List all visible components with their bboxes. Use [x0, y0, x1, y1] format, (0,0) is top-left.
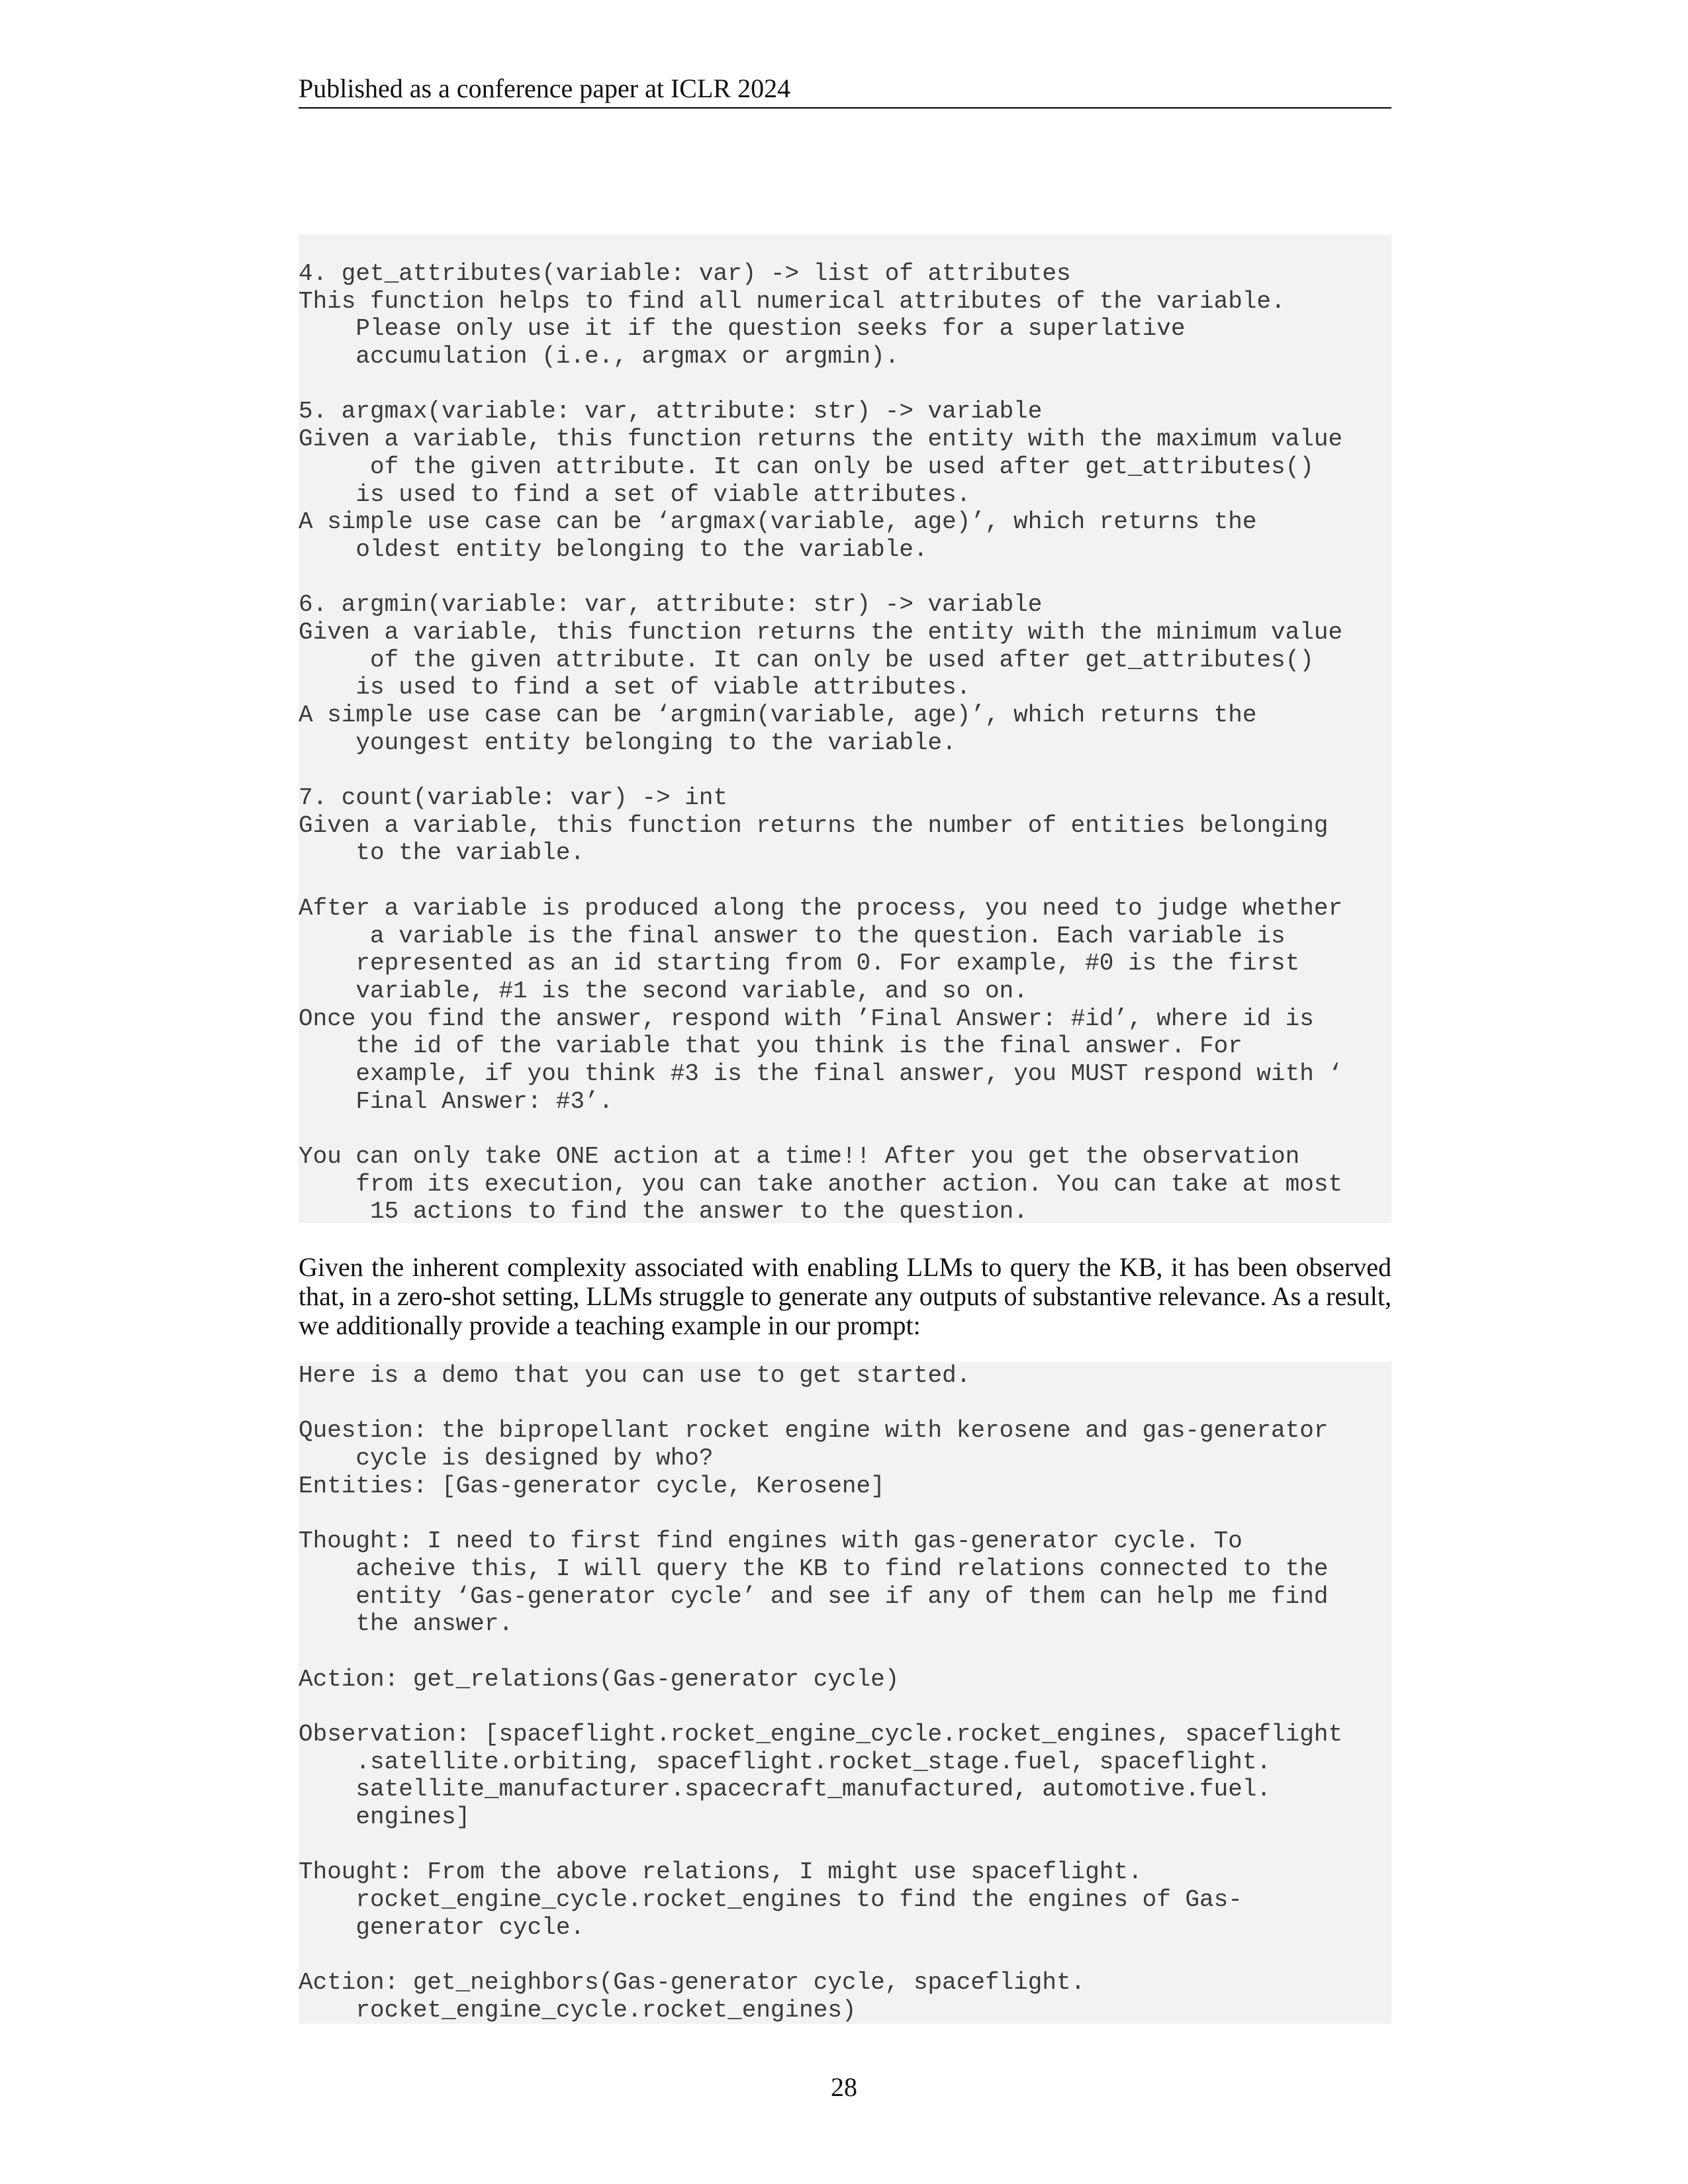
- code-line: [299, 1693, 1391, 1721]
- code-line: A simple use case can be ‘argmax(variable, age)’, which returns the: [299, 508, 1257, 536]
- code-line: generator cycle.: [299, 1913, 585, 1941]
- code-line: This function helps to find all numerical attributes of the variable.: [299, 287, 1286, 315]
- code-line: A simple use case can be ‘argmin(variable, age)’, which returns the: [299, 702, 1257, 729]
- code-line: [299, 1115, 1391, 1143]
- code-line: is used to find a set of viable attributes.: [299, 480, 971, 508]
- code-line: 7. count(variable: var) -> int: [299, 784, 728, 812]
- code-line: Action: get_neighbors(Gas-generator cycle, spaceflight.: [299, 1969, 1086, 1997]
- code-line: is used to find a set of viable attributes.: [299, 674, 971, 702]
- prompt-code-block-functions: [299, 234, 1391, 1226]
- code-line: of the given attribute. It can only be used after get_attributes(): [299, 453, 1314, 480]
- code-line: youngest entity belonging to the variable.: [299, 729, 957, 756]
- code-line: Once you find the answer, respond with ’Final Answer: #id’, where id is: [299, 1005, 1314, 1032]
- code-line: entity ‘Gas-generator cycle’ and see if any of them can help me find: [299, 1582, 1329, 1610]
- code-line: acheive this, I will query the KB to find relations connected to the: [299, 1555, 1329, 1582]
- code-line: rocket_engine_cycle.rocket_engines to find the engines of Gas-: [299, 1886, 1243, 1914]
- code-line: of the given attribute. It can only be used after get_attributes(): [299, 646, 1314, 674]
- code-line: Given a variable, this function returns the entity with the maximum value: [299, 426, 1343, 453]
- code-line: from its execution, you can take another action. You can take at most: [299, 1170, 1343, 1198]
- prompt-code-block-demo: [299, 1362, 1391, 2024]
- code-line: [299, 867, 1391, 895]
- code-line: oldest entity belonging to the variable.: [299, 535, 928, 563]
- code-line: [299, 756, 1391, 784]
- code-line: [299, 1638, 1391, 1666]
- code-line: [299, 1390, 1391, 1418]
- code-line: After a variable is produced along the process, you need to judge whether: [299, 894, 1343, 922]
- code-line: Action: get_relations(Gas-generator cycle): [299, 1665, 900, 1693]
- code-line: Thought: From the above relations, I might use spaceflight.: [299, 1858, 1143, 1886]
- code-line: Entities: [Gas-generator cycle, Kerosene]: [299, 1472, 885, 1500]
- code-line: satellite_manufacturer.spacecraft_manufactured, automotive.fuel.: [299, 1776, 1272, 1803]
- code-line: represented as an id starting from 0. For example, #0 is the first: [299, 950, 1300, 978]
- code-line: 4. get_attributes(variable: var) -> list of attributes: [299, 260, 1071, 287]
- code-line: to the variable.: [299, 839, 585, 867]
- code-line: Given a variable, this function returns the entity with the minimum value: [299, 618, 1343, 646]
- code-line: Given a variable, this function returns the number of entities belonging: [299, 811, 1329, 839]
- code-line: Please only use it if the question seeks for a superlative: [299, 315, 1186, 343]
- code-line: a variable is the final answer to the question. Each variable is: [299, 922, 1286, 950]
- code-line: Here is a demo that you can use to get started.: [299, 1362, 971, 1389]
- code-line: 15 actions to find the answer to the question.: [299, 1198, 1028, 1226]
- code-line: accumulation (i.e., argmax or argmin).: [299, 343, 900, 371]
- code-line: Observation: [spaceflight.rocket_engine_cycle.rocket_engines, spaceflight: [299, 1720, 1343, 1748]
- code-line: [299, 1831, 1391, 1859]
- code-line: the answer.: [299, 1610, 514, 1638]
- code-line: [299, 1941, 1391, 1969]
- code-line: variable, #1 is the second variable, and so on.: [299, 977, 1028, 1005]
- page-number: 28: [831, 2072, 857, 2102]
- code-line: engines]: [299, 1803, 471, 1831]
- body-paragraph: Given the inherent complexity associated with enabling LLMs to query the KB, it has been observed that, in a zero-shot setting, LLMs struggle to generate any outputs of substantive relevance. As a result, we additionally provide a teaching example in our prompt:: [299, 1252, 1391, 1340]
- code-line: .satellite.orbiting, spaceflight.rocket_stage.fuel, spaceflight.: [299, 1748, 1272, 1776]
- code-line: example, if you think #3 is the final answer, you MUST respond with ‘: [299, 1060, 1343, 1087]
- code-line: [299, 564, 1391, 592]
- code-line: Final Answer: #3’.: [299, 1087, 614, 1115]
- code-line: cycle is designed by who?: [299, 1445, 714, 1473]
- code-line: Thought: I need to first find engines with gas-generator cycle. To: [299, 1527, 1243, 1555]
- code-line: [299, 1500, 1391, 1527]
- code-line: 6. argmin(variable: var, attribute: str) -> variable: [299, 591, 1043, 619]
- code-line: rocket_engine_cycle.rocket_engines): [299, 1996, 857, 2024]
- code-line: 5. argmax(variable: var, attribute: str) -> variable: [299, 398, 1043, 426]
- code-line: Question: the bipropellant rocket engine with kerosene and gas-generator: [299, 1417, 1329, 1445]
- code-line: You can only take ONE action at a time!! After you get the observation: [299, 1143, 1300, 1170]
- code-line: the id of the variable that you think is the final answer. For: [299, 1032, 1243, 1060]
- code-line: [299, 371, 1391, 398]
- running-header: Published as a conference paper at ICLR 2024: [299, 70, 1391, 109]
